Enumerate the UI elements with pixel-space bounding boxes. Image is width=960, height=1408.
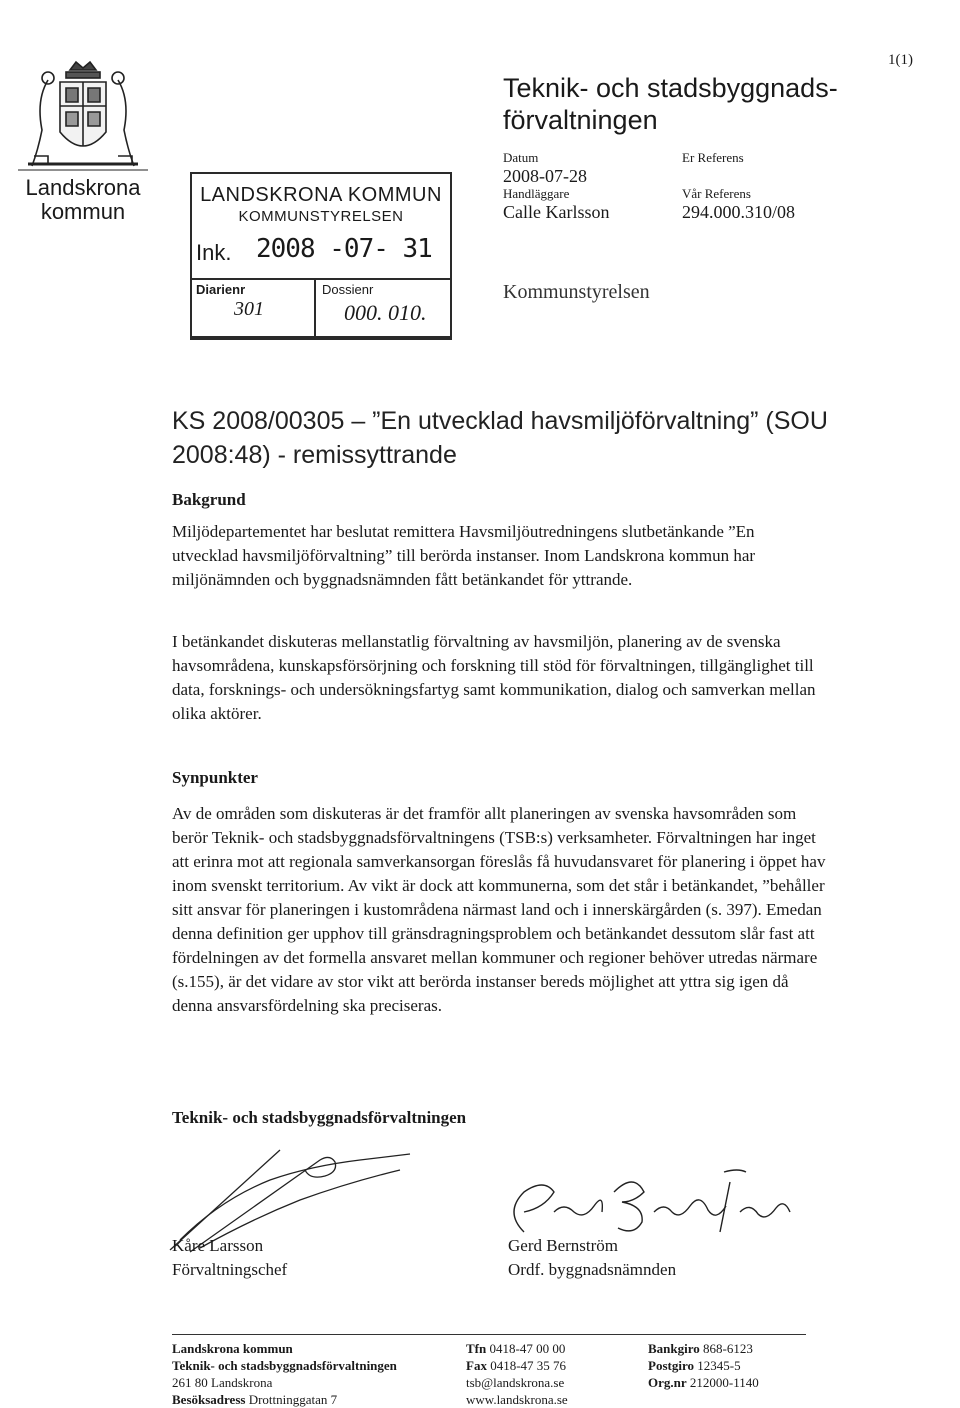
paragraph-bakgrund-1: Miljödepartementet har beslutat remittera Havsmiljöutredningens slutbetänkande ”En utvecklad havsmiljöförvaltning” till berörda instanser. Inom Landskrona kommun har miljönämnden och byggnadsnämnden fått betänkandet för yttrande. — [172, 522, 756, 589]
stamp-handwritten-dossier: 000. 010. — [344, 300, 427, 325]
datum-value: 2008-07-28 — [503, 166, 587, 186]
footer-bankgiro — [648, 1340, 818, 1357]
var-referens-label: Vår Referens — [682, 186, 751, 201]
footer-postgiro — [648, 1357, 818, 1374]
received-stamp — [190, 172, 452, 340]
er-referens-label: Er Referens — [682, 150, 744, 165]
signature-organization: Teknik- och stadsbyggnadsförvaltningen — [172, 1108, 467, 1127]
footer-visiting-label: Besöksadress — [172, 1392, 246, 1407]
paragraph-synpunkter: Av de områden som diskuteras är det framför allt planeringen av svenska havsområden som berör Teknik- och stadsbyggnadsförvaltningens (TSB:s) verksamheter. Förvaltningen har inget att erinra mot att regionala samverkansorgan föreslås få huvudansvaret för planering i öppet hav inom svenskt territorium. Av vikt är dock att kommunerna, som det står i betänkandet, ”behåller sitt ansvar för planeringen i kustområdena närmast land och i innerskärgården (s. 397). Emedan denna definition ger upphov till gränsdragningsproblem och betänkandet dessutom slår fast att fördelningen av det formella ansvaret mellan kommuner och regioner behöver utredas närmare (s.155), är det vidare av stor vikt att berörda instanser bereds möjlighet att yttra sig igen då denna ansvarsfördelning ska preciseras. — [172, 804, 826, 1015]
footer-bankgiro-label: Bankgiro — [648, 1341, 700, 1356]
stamp-dossier-label: Dossienr — [322, 282, 374, 297]
handlaggare-value: Calle Karlsson — [503, 202, 610, 222]
footer-phone-label: Tfn — [466, 1341, 487, 1356]
footer-fax-label: Fax — [466, 1358, 487, 1373]
footer-address-column — [172, 1340, 462, 1408]
meta-left-column — [503, 150, 673, 222]
footer-org: Landskrona kommun — [172, 1341, 293, 1356]
coat-of-arms-logo — [8, 60, 158, 178]
footer-payment-column — [648, 1340, 818, 1391]
page-number: 1(1) — [888, 52, 913, 68]
handlaggare-label: Handläggare — [503, 186, 570, 201]
footer-orgnr — [648, 1374, 818, 1391]
stamp-date: 2008 -07- 31 — [256, 234, 432, 264]
footer-fax — [466, 1357, 626, 1374]
footer-bankgiro-value: 868-6123 — [703, 1341, 753, 1356]
heading-synpunkter: Synpunkter — [172, 768, 258, 787]
stamp-diarienr-label: Diarienr — [196, 282, 246, 297]
municipality-name: Landskrona kommun — [25, 175, 141, 224]
signer-2-title: Ordf. byggnadsnämnden — [508, 1260, 677, 1279]
footer-website: www.landskrona.se — [466, 1392, 568, 1407]
footer-divider — [172, 1334, 806, 1335]
footer-orgnr-label: Org.nr — [648, 1375, 687, 1390]
footer-postgiro-value: 12345-5 — [697, 1358, 741, 1373]
footer-visiting-value: Drottninggatan 7 — [248, 1392, 338, 1407]
datum-label: Datum — [503, 150, 539, 165]
footer-visiting-address — [172, 1391, 462, 1408]
signer-1-name: Kåre Larsson — [172, 1236, 264, 1255]
stamp-ink-label: Ink. — [196, 240, 232, 265]
signer-2-name: Gerd Bernström — [508, 1236, 619, 1255]
footer-postgiro-label: Postgiro — [648, 1358, 694, 1373]
stamp-divider-vertical — [314, 278, 316, 338]
footer-department: Teknik- och stadsbyggnadsförvaltningen — [172, 1358, 397, 1373]
recipient: Kommunstyrelsen — [503, 281, 650, 303]
var-referens-value: 294.000.310/08 — [682, 202, 796, 222]
document-title: KS 2008/00305 – ”En utvecklad havsmiljöförvaltning” (SOU 2008:48) - remissyttrande — [172, 407, 828, 469]
footer-phone-value: 0418-47 00 00 — [489, 1341, 566, 1356]
footer-email: tsb@landskrona.se — [466, 1375, 565, 1390]
footer-fax-value: 0418-47 35 76 — [490, 1358, 567, 1373]
stamp-org: LANDSKRONA KOMMUN — [200, 184, 442, 206]
er-referens-value — [682, 166, 852, 186]
department-title: Teknik- och stadsbyggnads-förvaltningen — [503, 73, 838, 135]
heading-bakgrund: Bakgrund — [172, 490, 246, 509]
stamp-sub: KOMMUNSTYRELSEN — [238, 208, 404, 225]
footer-phone — [466, 1340, 626, 1357]
meta-right-column — [682, 150, 852, 222]
signer-1-title: Förvaltningschef — [172, 1260, 288, 1279]
stamp-handwritten-diarienr: 301 — [234, 298, 264, 320]
paragraph-bakgrund-2: I betänkandet diskuteras mellanstatlig förvaltning av havsmiljön, planering av de svenska havsområdena, kunskapsförsörjning och forskning till stöd för förvaltningen, tillgänglighet till data, forsknings- och undersökningsfartyg samt kommunikation, dialog och samverkan mellan olika aktörer. — [172, 632, 816, 723]
footer-contact-column — [466, 1340, 626, 1408]
footer-orgnr-value: 212000-1140 — [689, 1375, 759, 1390]
stamp-divider — [192, 278, 450, 280]
footer-postal: 261 80 Landskrona — [172, 1375, 273, 1390]
